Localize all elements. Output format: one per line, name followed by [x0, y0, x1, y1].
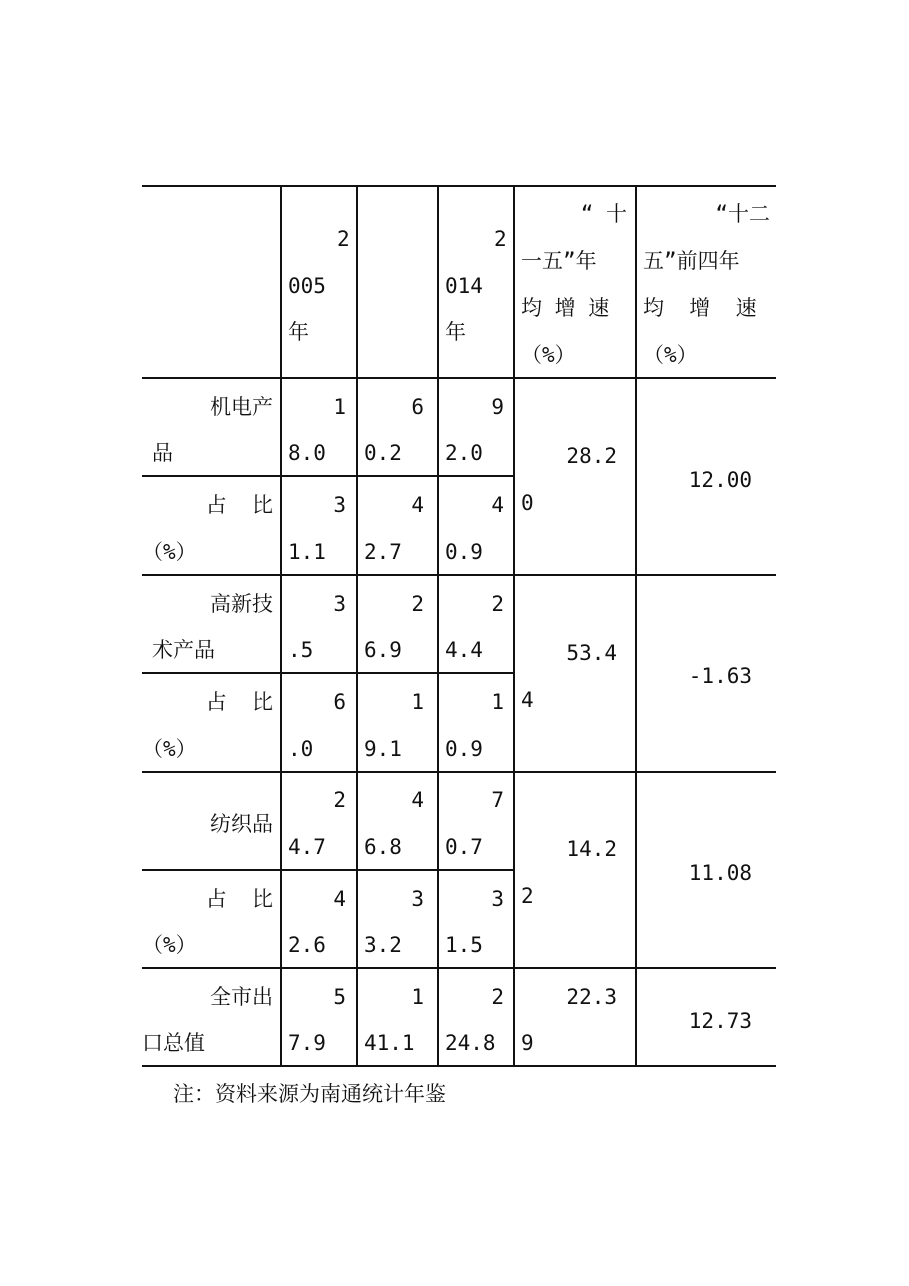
- growth-11th: 0: [521, 491, 534, 515]
- header-year-2005: 年: [288, 320, 309, 344]
- row-label: 占 比: [205, 493, 273, 517]
- growth-12th: -1.63: [688, 664, 752, 688]
- cell-mid: 41.1: [364, 1031, 415, 1055]
- cell-2014: 1: [491, 690, 504, 714]
- row-label: 机电产: [210, 395, 273, 419]
- cell-2005: 1: [333, 395, 346, 419]
- cell-2014: 3: [491, 887, 504, 911]
- cell-2005: .0: [288, 737, 314, 761]
- cell-2014: 0.9: [445, 737, 483, 761]
- cell-2005: 3: [333, 493, 346, 517]
- header-11th-plan-growth: 均 增 速: [521, 296, 610, 320]
- cell-2014: 0.7: [445, 835, 483, 859]
- cell-2005: 2.6: [288, 933, 326, 957]
- col-rule: [280, 185, 282, 1067]
- cell-2005: 4: [333, 887, 346, 911]
- source-note: 注：资料来源为南通统计年鉴: [173, 1082, 446, 1106]
- cell-2005: 2: [333, 788, 346, 812]
- header-12th-plan-growth: 均 增 速: [643, 296, 757, 320]
- cell-mid: 2.7: [364, 540, 402, 564]
- cell-mid: 3.2: [364, 933, 402, 957]
- header-year-2014: 年: [445, 320, 466, 344]
- cell-mid: 9.1: [364, 737, 402, 761]
- cell-2014: 2: [491, 985, 504, 1009]
- header-year-2014: 014: [445, 274, 483, 298]
- row-rule: [142, 869, 514, 871]
- cell-2014: 2.0: [445, 441, 483, 465]
- row-rule: [142, 475, 514, 477]
- growth-12th: 11.08: [688, 861, 752, 885]
- col-rule: [513, 185, 515, 1067]
- cell-2005: 8.0: [288, 441, 326, 465]
- header-11th-plan-growth: “ 十: [580, 202, 627, 226]
- cell-2014: 0.9: [445, 540, 483, 564]
- header-12th-plan-growth: “十二: [715, 202, 770, 226]
- table-bottom-rule: [142, 1065, 776, 1067]
- cell-mid: 6.8: [364, 835, 402, 859]
- cell-2005: 5: [333, 985, 346, 1009]
- col-rule: [356, 185, 358, 1067]
- row-label: 口总值: [142, 1031, 205, 1055]
- cell-2014: 1.5: [445, 933, 483, 957]
- cell-2005: 1.1: [288, 540, 326, 564]
- header-rule: [142, 377, 776, 379]
- cell-mid: 1: [411, 690, 424, 714]
- growth-11th: 53.4: [566, 641, 617, 665]
- growth-11th: 4: [521, 688, 534, 712]
- growth-11th: 2: [521, 884, 534, 908]
- col-rule: [635, 185, 637, 1067]
- cell-mid: 1: [411, 985, 424, 1009]
- cell-mid: 3: [411, 887, 424, 911]
- cell-2014: 9: [491, 395, 504, 419]
- row-label: 高新技: [210, 592, 273, 616]
- cell-mid: 6.9: [364, 638, 402, 662]
- cell-mid: 4: [411, 493, 424, 517]
- cell-2014: 7: [491, 788, 504, 812]
- row-label: 全市出: [210, 985, 273, 1009]
- row-label: （%）: [142, 933, 197, 957]
- row-label: 术产品: [152, 638, 215, 662]
- growth-11th: 9: [521, 1031, 534, 1055]
- export-table: [142, 185, 776, 1067]
- row-rule: [142, 672, 514, 674]
- growth-11th: 28.2: [566, 444, 617, 468]
- group-rule: [142, 771, 776, 773]
- header-12th-plan-growth: （%）: [643, 343, 698, 367]
- growth-12th: 12.73: [688, 1009, 752, 1033]
- row-label: 纺织品: [210, 812, 273, 836]
- header-year-2005: 005: [288, 274, 326, 298]
- row-label: 占 比: [205, 887, 273, 911]
- cell-2005: 3: [333, 592, 346, 616]
- growth-12th: 12.00: [688, 468, 752, 492]
- cell-mid: 2: [411, 592, 424, 616]
- row-label: （%）: [142, 540, 197, 564]
- col-rule: [437, 185, 439, 1067]
- cell-mid: 0.2: [364, 441, 402, 465]
- table-top-rule: [142, 185, 776, 187]
- cell-2005: .5: [288, 638, 314, 662]
- cell-2005: 7.9: [288, 1031, 326, 1055]
- row-label: 占 比: [205, 690, 273, 714]
- header-year-2014: 2: [494, 227, 507, 251]
- cell-2014: 4.4: [445, 638, 483, 662]
- row-label: （%）: [142, 737, 197, 761]
- row-label: 品: [152, 441, 173, 465]
- growth-11th: 14.2: [566, 837, 617, 861]
- cell-2014: 2: [491, 592, 504, 616]
- cell-2014: 4: [491, 493, 504, 517]
- cell-2005: 6: [333, 690, 346, 714]
- growth-11th: 22.3: [566, 985, 617, 1009]
- header-11th-plan-growth: （%）: [521, 343, 576, 367]
- group-rule: [142, 967, 776, 969]
- header-year-2005: 2: [337, 227, 350, 251]
- header-11th-plan-growth: 一五”年: [521, 249, 597, 273]
- cell-mid: 6: [411, 395, 424, 419]
- cell-mid: 4: [411, 788, 424, 812]
- group-rule: [142, 574, 776, 576]
- cell-2014: 24.8: [445, 1031, 496, 1055]
- cell-2005: 4.7: [288, 835, 326, 859]
- header-12th-plan-growth: 五”前四年: [643, 249, 740, 273]
